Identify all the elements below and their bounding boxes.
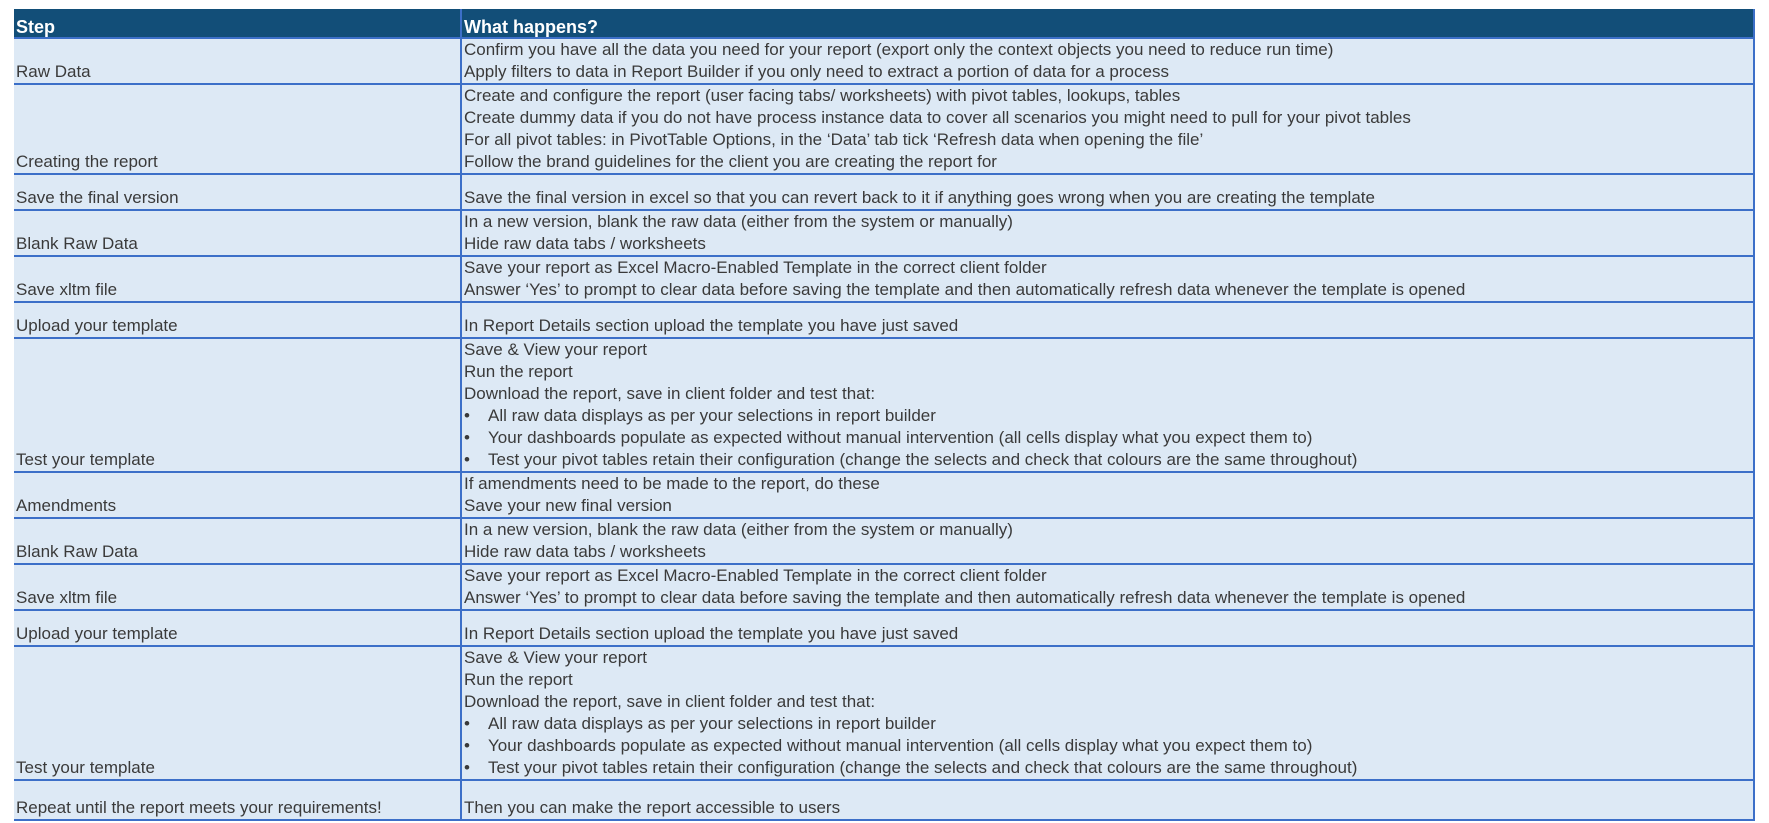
description-line: Save your new final version xyxy=(464,496,672,515)
description-cell xyxy=(461,84,1754,174)
description-cell xyxy=(461,38,1754,84)
description-cell xyxy=(461,210,1754,256)
description-line: Create dummy data if you do not have process instance data to cover all scenarios you might need to pull for your pivot tables xyxy=(464,108,1411,127)
bullet-item xyxy=(464,735,1751,757)
description-line: For all pivot tables: in PivotTable Options, in the ‘Data’ tab tick ‘Refresh data when opening the file’ xyxy=(464,130,1204,149)
description-line: Save your report as Excel Macro-Enabled Template in the correct client folder xyxy=(464,258,1047,277)
table-row xyxy=(14,210,1754,256)
table-row xyxy=(14,302,1754,338)
header-what-happens: What happens? xyxy=(461,9,1754,38)
table-row xyxy=(14,256,1754,302)
description-line: Save the final version in excel so that you can revert back to it if anything goes wrong when you are creating the template xyxy=(464,188,1375,207)
description-cell xyxy=(461,472,1754,518)
description-line: Confirm you have all the data you need for your report (export only the context objects you need to reduce run time) xyxy=(464,40,1334,59)
description-line: Then you can make the report accessible to users xyxy=(464,798,841,817)
step-cell: Test your template xyxy=(14,338,461,472)
description-line: In a new version, blank the raw data (either from the system or manually) xyxy=(464,212,1013,231)
description-line: In a new version, blank the raw data (either from the system or manually) xyxy=(464,520,1013,539)
step-cell: Blank Raw Data xyxy=(14,518,461,564)
description-line: Run the report xyxy=(464,670,573,689)
description-cell xyxy=(461,338,1754,472)
step-cell: Upload your template xyxy=(14,610,461,646)
description-line: Follow the brand guidelines for the client you are creating the report for xyxy=(464,152,997,171)
description-line: Run the report xyxy=(464,362,573,381)
step-cell: Creating the report xyxy=(14,84,461,174)
description-line: Create and configure the report (user facing tabs/ worksheets) with pivot tables, lookups, tables xyxy=(464,86,1181,105)
table-row xyxy=(14,518,1754,564)
step-cell: Save the final version xyxy=(14,174,461,210)
step-cell: Repeat until the report meets your requirements! xyxy=(14,780,461,820)
step-cell: Blank Raw Data xyxy=(14,210,461,256)
table-row xyxy=(14,472,1754,518)
step-cell: Save xltm file xyxy=(14,564,461,610)
table-row xyxy=(14,174,1754,210)
step-cell: Raw Data xyxy=(14,38,461,84)
table-row xyxy=(14,338,1754,472)
description-cell xyxy=(461,256,1754,302)
table-row xyxy=(14,84,1754,174)
bullet-dot-icon: • xyxy=(464,736,470,755)
header-row xyxy=(14,9,1754,38)
header-step: Step xyxy=(14,9,461,38)
bullet-text: Test your pivot tables retain their configuration (change the selects and check that colours are the same throughout) xyxy=(488,450,1358,469)
bullet-text: Your dashboards populate as expected without manual intervention (all cells display what you expect them to) xyxy=(488,736,1313,755)
bullet-text: Your dashboards populate as expected without manual intervention (all cells display what you expect them to) xyxy=(488,428,1313,447)
bullet-dot-icon: • xyxy=(464,406,470,425)
description-line: Hide raw data tabs / worksheets xyxy=(464,542,706,561)
table-row xyxy=(14,610,1754,646)
description-line: If amendments need to be made to the report, do these xyxy=(464,474,880,493)
bullet-text: All raw data displays as per your selections in report builder xyxy=(488,406,936,425)
description-cell xyxy=(461,302,1754,338)
bullet-item xyxy=(464,427,1751,449)
description-cell xyxy=(461,780,1754,820)
description-line: Answer ‘Yes’ to prompt to clear data before saving the template and then automatically refresh data whenever the template is opened xyxy=(464,280,1466,299)
description-cell xyxy=(461,564,1754,610)
description-cell xyxy=(461,646,1754,780)
description-line: In Report Details section upload the template you have just saved xyxy=(464,316,959,335)
process-steps-table xyxy=(14,9,1755,821)
description-cell xyxy=(461,174,1754,210)
bullet-item xyxy=(464,449,1751,471)
bullet-text: All raw data displays as per your selections in report builder xyxy=(488,714,936,733)
step-cell: Save xltm file xyxy=(14,256,461,302)
bullet-item xyxy=(464,405,1751,427)
description-line: Save & View your report xyxy=(464,340,647,359)
description-line: In Report Details section upload the template you have just saved xyxy=(464,624,959,643)
description-line: Answer ‘Yes’ to prompt to clear data before saving the template and then automatically refresh data whenever the template is opened xyxy=(464,588,1466,607)
description-line: Apply filters to data in Report Builder if you only need to extract a portion of data for a process xyxy=(464,62,1169,81)
description-line: Download the report, save in client folder and test that: xyxy=(464,692,876,711)
description-line: Save & View your report xyxy=(464,648,647,667)
table-row xyxy=(14,564,1754,610)
table-row xyxy=(14,780,1754,820)
table-row xyxy=(14,646,1754,780)
description-line: Save your report as Excel Macro-Enabled Template in the correct client folder xyxy=(464,566,1047,585)
bullet-dot-icon: • xyxy=(464,714,470,733)
bullet-dot-icon: • xyxy=(464,428,470,447)
table-row xyxy=(14,38,1754,84)
description-cell xyxy=(461,518,1754,564)
table-body xyxy=(14,38,1754,820)
description-cell xyxy=(461,610,1754,646)
step-cell: Test your template xyxy=(14,646,461,780)
step-cell: Amendments xyxy=(14,472,461,518)
bullet-dot-icon: • xyxy=(464,758,470,777)
bullet-item xyxy=(464,757,1751,779)
description-line: Download the report, save in client folder and test that: xyxy=(464,384,876,403)
bullet-dot-icon: • xyxy=(464,450,470,469)
description-line: Hide raw data tabs / worksheets xyxy=(464,234,706,253)
bullet-text: Test your pivot tables retain their configuration (change the selects and check that colours are the same throughout) xyxy=(488,758,1358,777)
bullet-item xyxy=(464,713,1751,735)
step-cell: Upload your template xyxy=(14,302,461,338)
